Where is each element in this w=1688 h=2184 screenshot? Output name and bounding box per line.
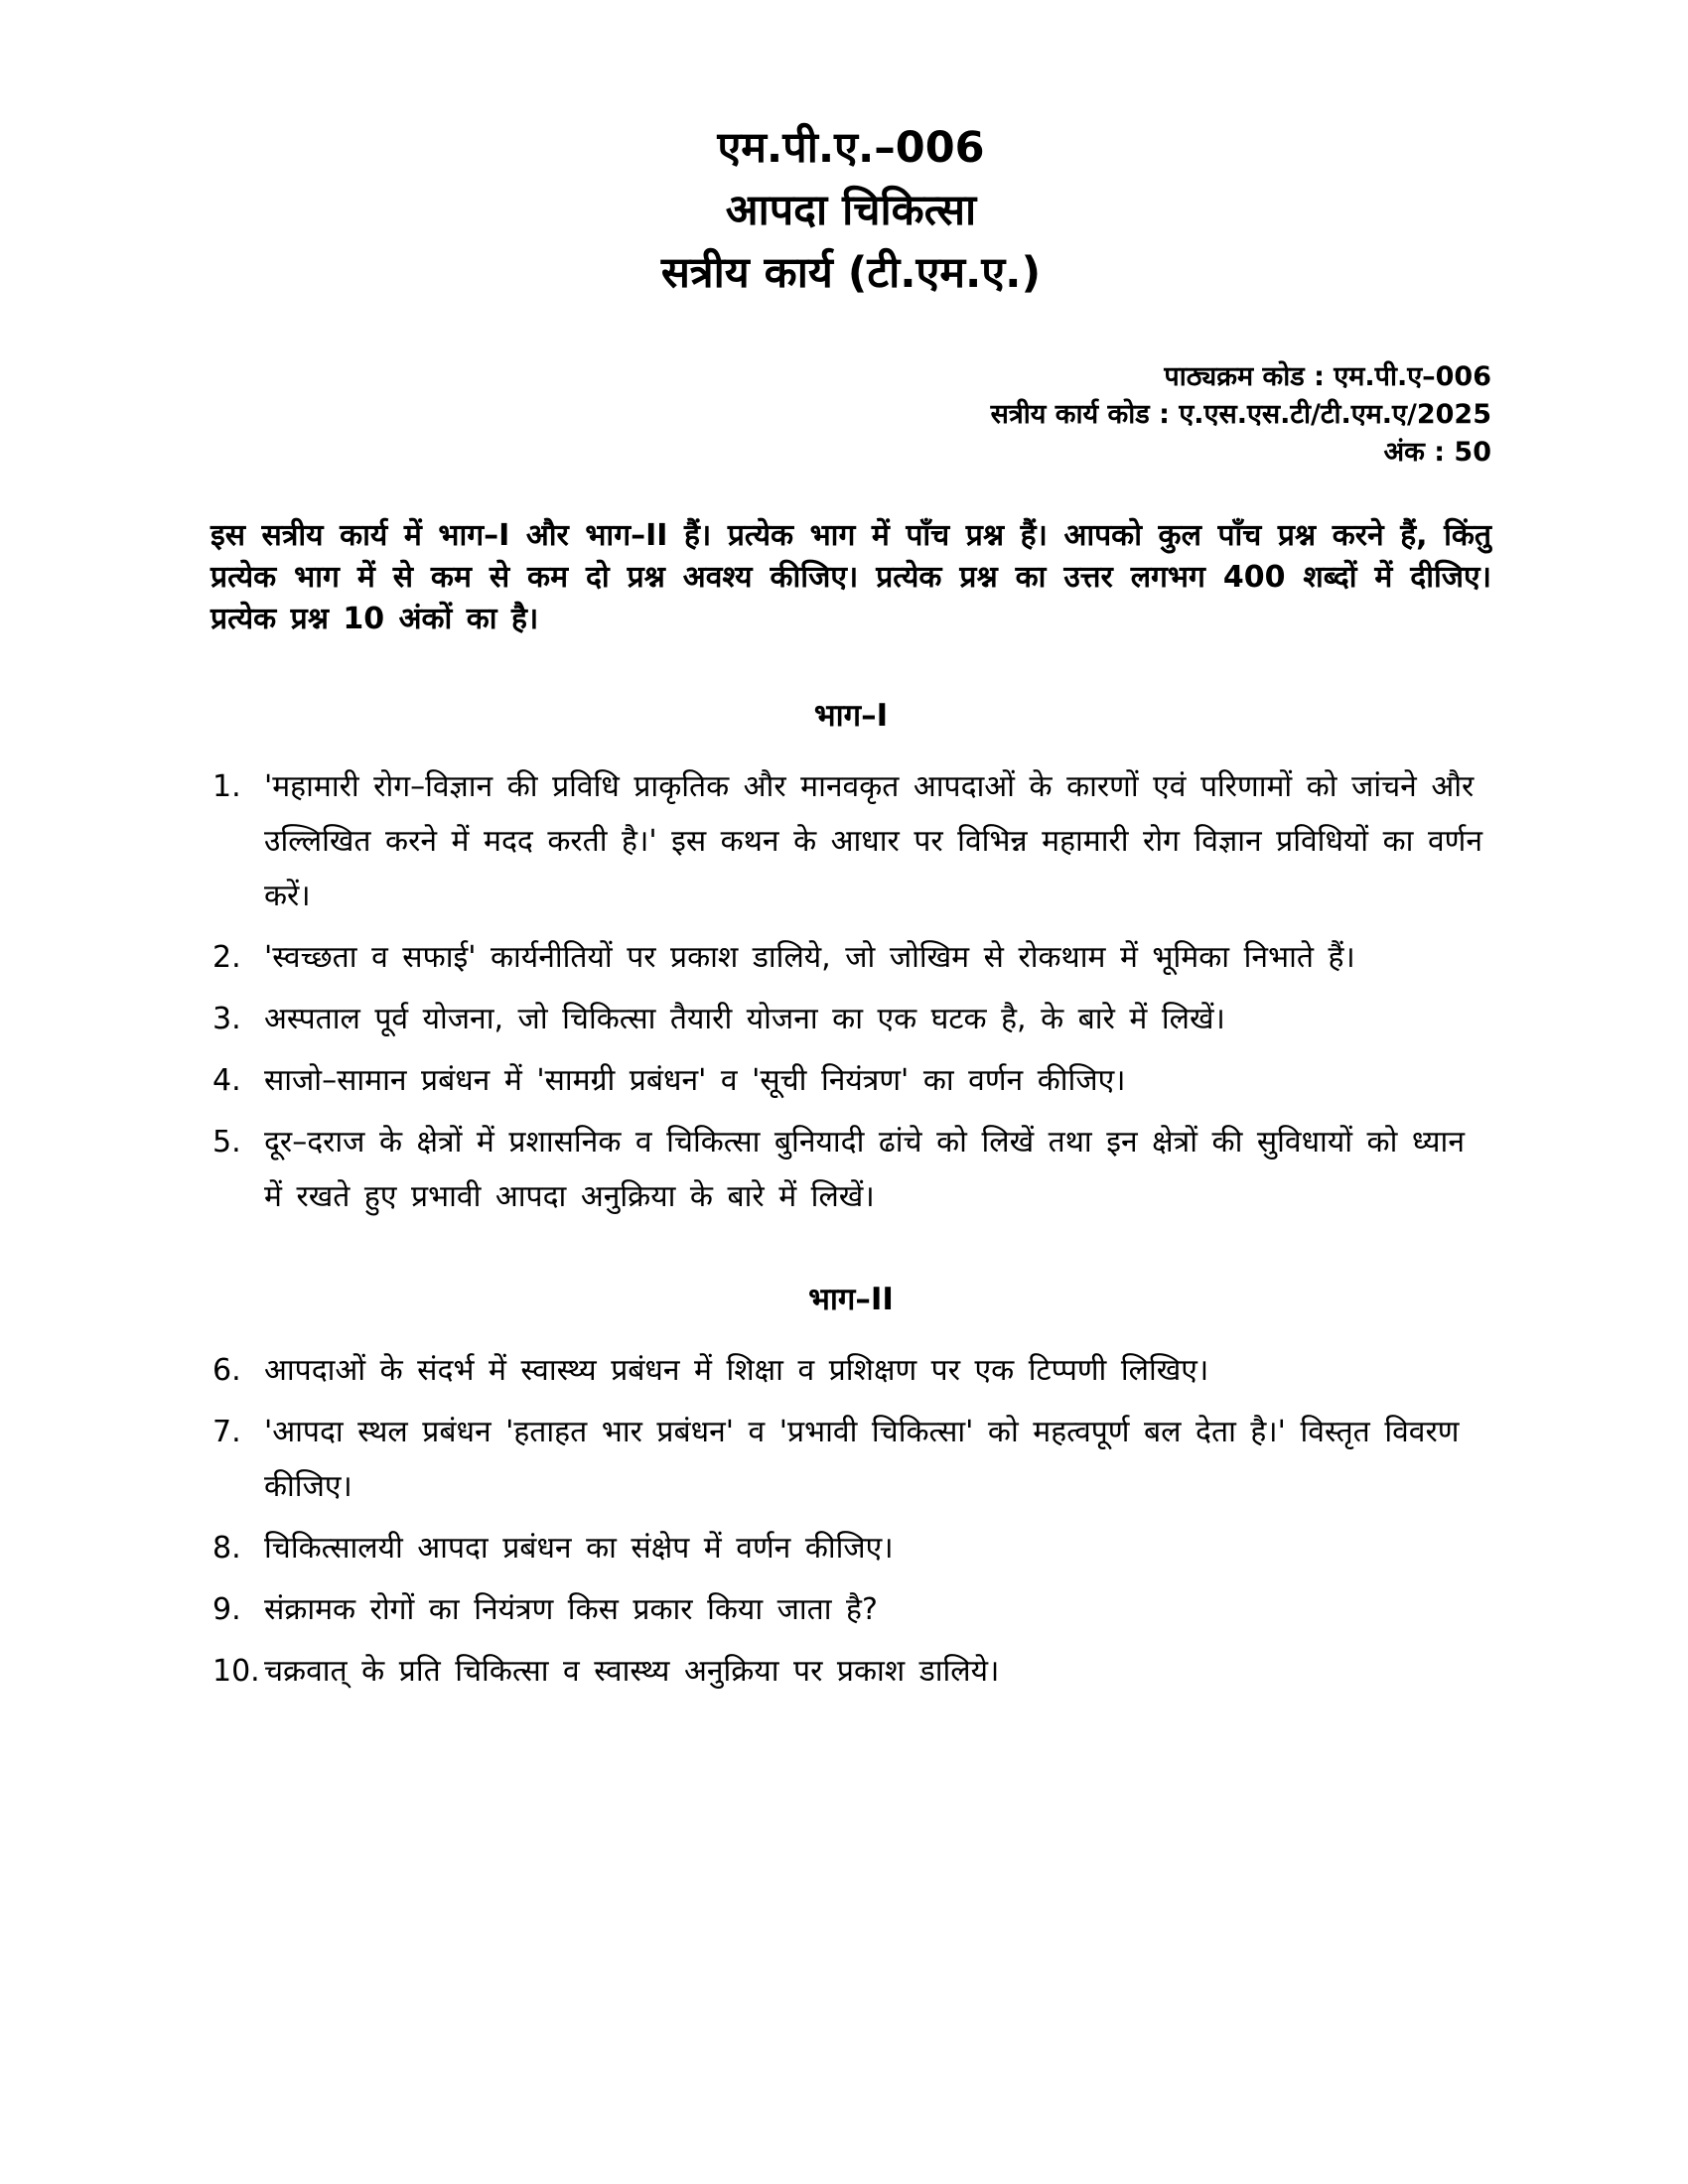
question-number: 10. [212, 1654, 260, 1689]
question-row [211, 1644, 1491, 1699]
section-part-1 [211, 696, 1491, 1224]
part-2-questions [211, 1343, 1491, 1699]
question-number: 7. [212, 1415, 241, 1449]
assignment-type-title: सत्रीय कार्य (टी.एम.ए.) [660, 248, 1042, 298]
question-text: 'आपदा स्थल प्रबंधन 'हताहत भार प्रबंधन' व 'प्रभावी चिकित्सा' को महत्वपूर्ण बल देता है।' विस्तृत विवरण कीजिए। [264, 1415, 1460, 1504]
question-number: 8. [212, 1531, 241, 1566]
question-row [211, 1053, 1491, 1108]
question-row [211, 1405, 1491, 1514]
question-row [211, 1582, 1491, 1637]
meta-course-code: पाठ्यक्रम कोड : एम.पी.ए–006 [1164, 361, 1491, 392]
question-number: 5. [212, 1125, 241, 1160]
question-row [211, 759, 1491, 923]
question-number: 3. [212, 1002, 241, 1036]
part-1-heading: भाग–I [813, 698, 889, 734]
question-number: 4. [212, 1063, 241, 1098]
course-name-title: आपदा चिकित्सा [725, 186, 977, 235]
question-row [211, 1521, 1491, 1575]
meta-block [211, 358, 1491, 472]
question-row [211, 1343, 1491, 1398]
question-number: 2. [212, 940, 241, 975]
question-row [211, 1115, 1491, 1224]
question-text: आपदाओं के संदर्भ में स्वास्थ्य प्रबंधन में शिक्षा व प्रशिक्षण पर एक टिप्पणी लिखिए। [264, 1353, 1209, 1388]
title-block [211, 117, 1491, 305]
question-text: चिकित्सालयी आपदा प्रबंधन का संक्षेप में वर्णन कीजिए। [264, 1531, 894, 1566]
course-code-title: एम.पी.ए.–006 [717, 123, 985, 173]
instructions-paragraph: इस सत्रीय कार्य में भाग–I और भाग–II हैं। प्रत्येक भाग में पाँच प्रश्न हैं। आपको कुल पाँच प्रश्न करने हैं, किंतु प्रत्येक भाग में से कम से कम दो प्रश्न अवश्य कीजिए। प्रत्येक प्रश्न का उत्तर लगभग 400 शब्दों में दीजिए। प्रत्येक प्रश्न 10 अंकों का है। [211, 518, 1491, 636]
question-text: संक्रामक रोगों का नियंत्रण किस प्रकार किया जाता है? [264, 1592, 878, 1627]
question-number: 9. [212, 1592, 241, 1627]
meta-marks: अंक : 50 [1383, 437, 1491, 468]
meta-assignment-code: सत्रीय कार्य कोड : ए.एस.एस.टी/टी.एम.ए/2025 [990, 399, 1491, 430]
question-text: दूर–दराज के क्षेत्रों में प्रशासनिक व चिकित्सा बुनियादी ढांचे को लिखें तथा इन क्षेत्रों की सुविधायों को ध्यान में रखते हुए प्रभावी आपदा अनुक्रिया के बारे में लिखें। [264, 1125, 1465, 1214]
question-row [211, 930, 1491, 985]
question-number: 6. [212, 1353, 241, 1388]
section-part-2 [211, 1280, 1491, 1699]
question-text: चक्रवात् के प्रति चिकित्सा व स्वास्थ्य अनुक्रिया पर प्रकाश डालिये। [264, 1654, 1000, 1689]
question-row [211, 992, 1491, 1046]
question-text: 'स्वच्छता व सफाई' कार्यनीतियों पर प्रकाश डालिये, जो जोखिम से रोकथाम में भूमिका निभाते हैं। [264, 940, 1355, 975]
question-text: 'महामारी रोग–विज्ञान की प्रविधि प्राकृतिक और मानवकृत आपदाओं के कारणों एवं परिणामों को जांचने और उल्लिखित करने में मदद करती है।' इस कथन के आधार पर विभिन्न महामारी रोग विज्ञान प्रविधियों का वर्णन करें। [264, 769, 1482, 913]
part-2-heading: भाग–II [808, 1282, 894, 1317]
question-text: अस्पताल पूर्व योजना, जो चिकित्सा तैयारी योजना का एक घटक है, के बारे में लिखें। [264, 1002, 1225, 1036]
question-number: 1. [212, 769, 241, 804]
question-text: साजो–सामान प्रबंधन में 'सामग्री प्रबंधन' व 'सूची नियंत्रण' का वर्णन कीजिए। [264, 1063, 1126, 1098]
part-1-questions [211, 759, 1491, 1224]
